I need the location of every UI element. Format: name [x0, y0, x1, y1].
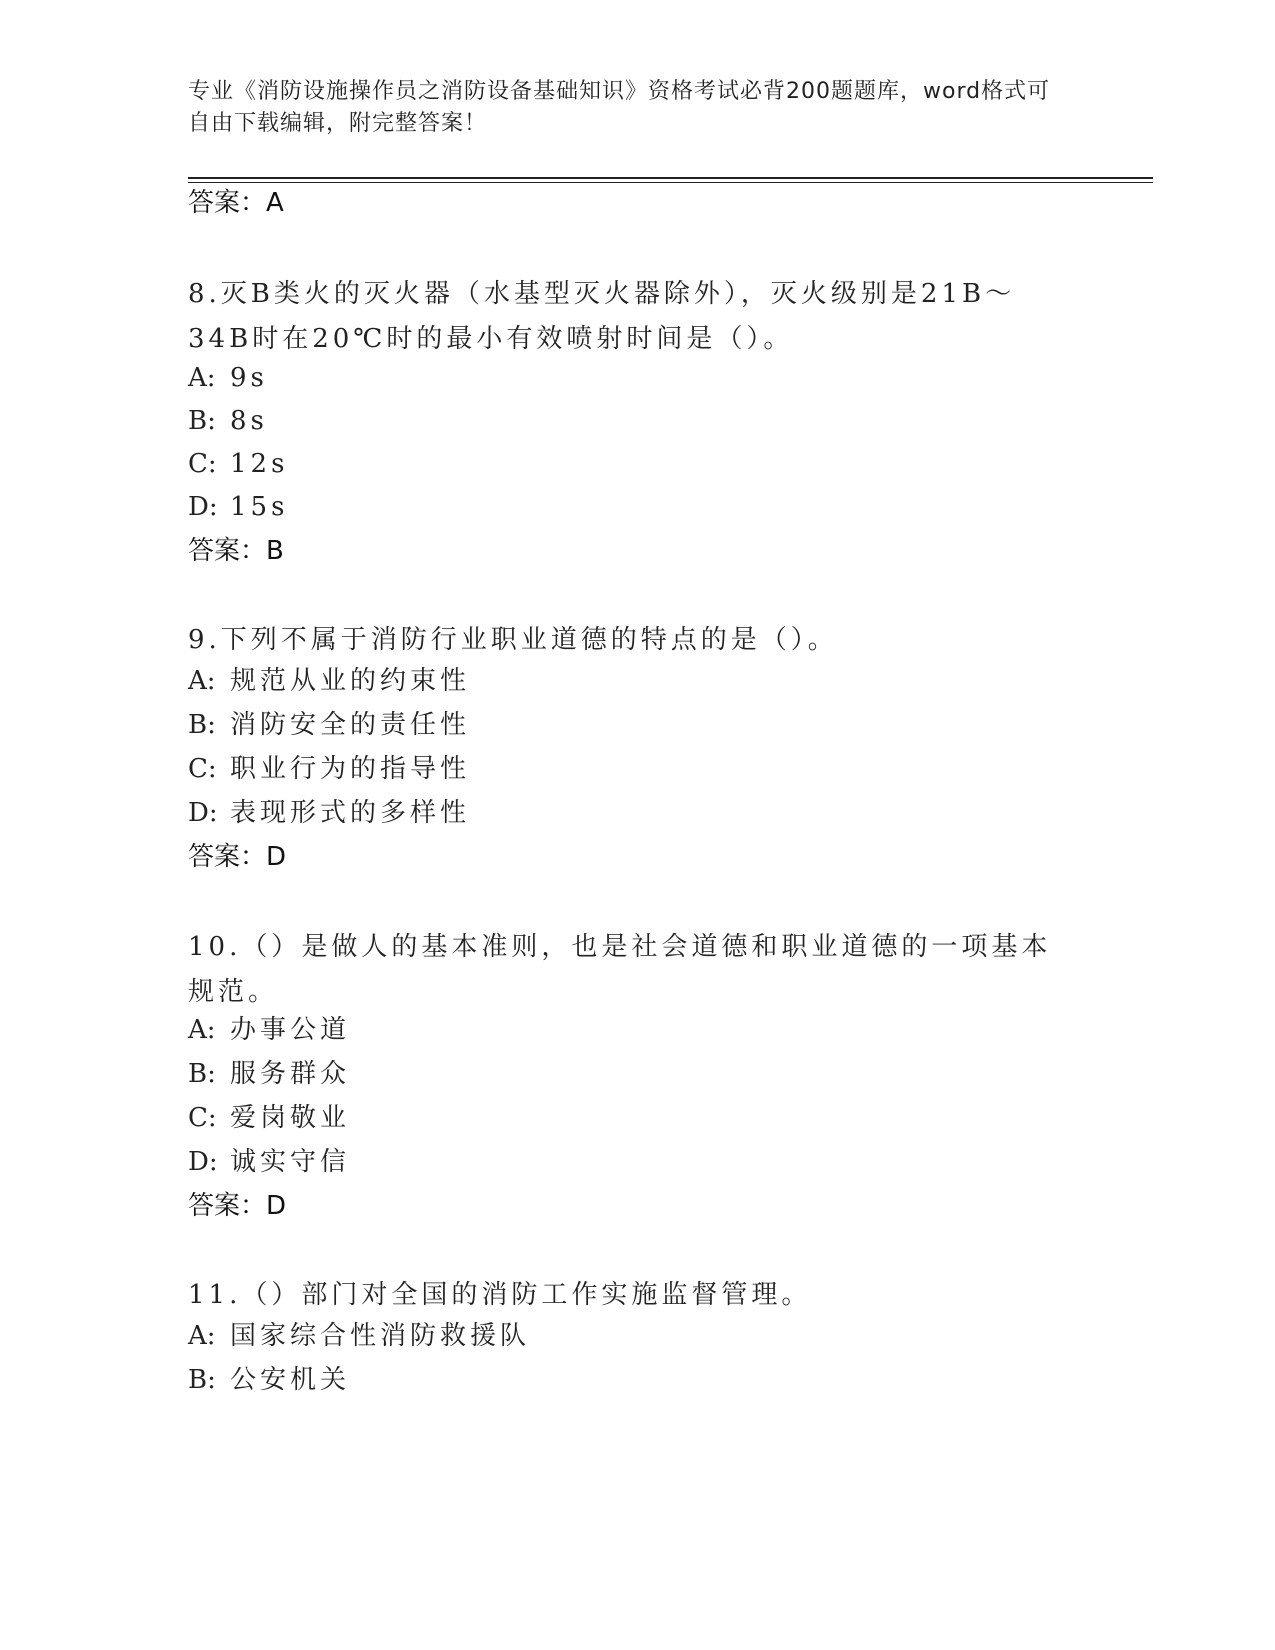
option-key: B:: [188, 1059, 216, 1089]
question-9-option-a: [188, 664, 470, 698]
question-11-option-a: [188, 1319, 530, 1353]
option-text: 12s: [230, 449, 289, 479]
header-divider-thin: [188, 182, 1153, 183]
option-key: C:: [188, 754, 217, 784]
option-text: 服务群众: [230, 1059, 351, 1089]
option-text: 公安机关: [230, 1365, 351, 1395]
option-text: 诚实守信: [230, 1147, 351, 1177]
answer-label: 答案：A: [188, 188, 284, 218]
option-text: 消防安全的责任性: [230, 710, 471, 740]
question-8-text: 8.灭B类火的灭火器（水基型灭火器除外），灭火级别是21B～34B时在20℃时的最小有效喷射时间是（）。: [188, 279, 1016, 354]
question-8-option-d: [188, 490, 288, 524]
option-text: 9s: [230, 363, 268, 393]
question-11-option-b: [188, 1363, 350, 1397]
option-text: 爱岗敬业: [230, 1103, 351, 1133]
question-8-option-c: [188, 447, 288, 481]
option-key: B:: [188, 710, 216, 740]
option-text: 8s: [230, 406, 268, 436]
question-10-option-b: [188, 1057, 350, 1091]
option-text: 国家综合性消防救援队: [230, 1321, 531, 1351]
question-8-option-a: [188, 361, 268, 395]
question-10-answer: 答案：D: [188, 1191, 287, 1221]
option-text: 规范从业的约束性: [230, 666, 471, 696]
option-text: 15s: [230, 492, 289, 522]
question-10-option-a: [188, 1013, 350, 1047]
option-text: 职业行为的指导性: [230, 754, 471, 784]
question-9-option-d: [188, 796, 470, 830]
question-9-answer: 答案：D: [188, 842, 287, 872]
option-key: D:: [188, 798, 218, 828]
option-key: A:: [188, 1015, 216, 1045]
question-8-option-b: [188, 404, 268, 438]
option-key: C:: [188, 449, 217, 479]
document-header: 专业《消防设施操作员之消防设备基础知识》资格考试必背200题题库，word格式可自由下载编辑，附完整答案！: [188, 79, 1051, 136]
option-key: D:: [188, 1147, 218, 1177]
option-text: 表现形式的多样性: [230, 798, 471, 828]
option-key: C:: [188, 1103, 217, 1133]
option-text: 办事公道: [230, 1015, 351, 1045]
option-key: A:: [188, 363, 216, 393]
question-10-text: 10.（）是做人的基本准则，也是社会道德和职业道德的一项基本规范。: [188, 932, 1052, 1007]
question-9-option-b: [188, 708, 470, 742]
question-11-text: 11.（）部门对全国的消防工作实施监督管理。: [188, 1280, 812, 1310]
option-key: A:: [188, 666, 216, 696]
option-key: B:: [188, 1365, 216, 1395]
question-8-answer: 答案：B: [188, 536, 284, 566]
option-key: D:: [188, 492, 218, 522]
question-10-option-c: [188, 1101, 350, 1135]
question-10-option-d: [188, 1145, 350, 1179]
option-key: A:: [188, 1321, 216, 1351]
option-key: B:: [188, 406, 216, 436]
question-9-option-c: [188, 752, 470, 786]
question-9-text: 9.下列不属于消防行业职业道德的特点的是（）。: [188, 625, 838, 655]
header-divider: [188, 177, 1153, 179]
